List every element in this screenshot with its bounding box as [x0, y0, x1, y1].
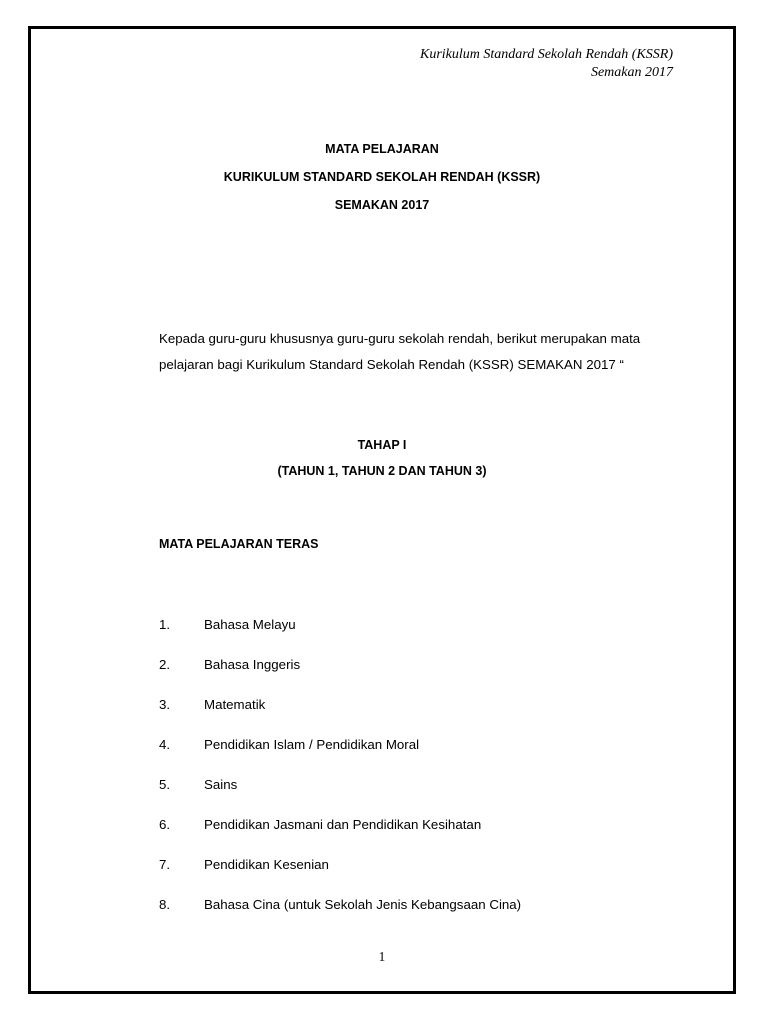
- list-item: [159, 855, 521, 895]
- document-title: [31, 141, 733, 225]
- list-item: [159, 655, 521, 695]
- list-item: [159, 895, 521, 935]
- title-line-2: KURIKULUM STANDARD SEKOLAH RENDAH (KSSR): [223, 170, 541, 184]
- list-item: [159, 735, 521, 775]
- list-item-number: 7.: [159, 857, 171, 872]
- intro-paragraph: [159, 326, 699, 378]
- stage-heading: [31, 432, 733, 484]
- intro-line-1: Kepada guru-guru khususnya guru-guru sekolah rendah, berikut merupakan mata: [159, 331, 641, 346]
- list-item: [159, 615, 521, 655]
- list-item-label: Bahasa Cina (untuk Sekolah Jenis Kebangsaan Cina): [204, 897, 522, 912]
- stage-title: TAHAP I: [357, 438, 407, 452]
- list-item-number: 5.: [159, 777, 171, 792]
- list-item: [159, 775, 521, 815]
- list-item: [159, 695, 521, 735]
- stage-subtitle: (TAHUN 1, TAHUN 2 DAN TAHUN 3): [277, 464, 487, 478]
- page-number: 1: [378, 949, 386, 964]
- title-line-3: SEMAKAN 2017: [334, 198, 430, 212]
- list-item-number: 6.: [159, 817, 171, 832]
- list-item-label: Bahasa Melayu: [204, 617, 296, 632]
- running-header: [420, 46, 673, 82]
- list-item-label: Sains: [204, 777, 238, 792]
- header-line-1: Kurikulum Standard Sekolah Rendah (KSSR): [419, 47, 673, 62]
- list-item: [159, 815, 521, 855]
- intro-line-2: pelajaran bagi Kurikulum Standard Sekolah Rendah (KSSR) SEMAKAN 2017 “: [159, 357, 624, 372]
- list-item-number: 3.: [159, 697, 171, 712]
- list-item-number: 4.: [159, 737, 171, 752]
- list-item-number: 2.: [159, 657, 171, 672]
- section-heading: MATA PELAJARAN TERAS: [159, 537, 319, 551]
- list-item-label: Pendidikan Jasmani dan Pendidikan Kesihatan: [204, 817, 482, 832]
- document-page: [28, 26, 736, 994]
- list-item-label: Bahasa Inggeris: [204, 657, 301, 672]
- title-line-1: MATA PELAJARAN: [325, 142, 439, 156]
- list-item-number: 8.: [159, 897, 171, 912]
- list-item-label: Pendidikan Islam / Pendidikan Moral: [204, 737, 420, 752]
- list-item-label: Pendidikan Kesenian: [204, 857, 329, 872]
- list-item-label: Matematik: [204, 697, 266, 712]
- list-item-number: 1.: [159, 617, 171, 632]
- subject-list: [159, 615, 521, 935]
- header-line-2: Semakan 2017: [590, 65, 673, 80]
